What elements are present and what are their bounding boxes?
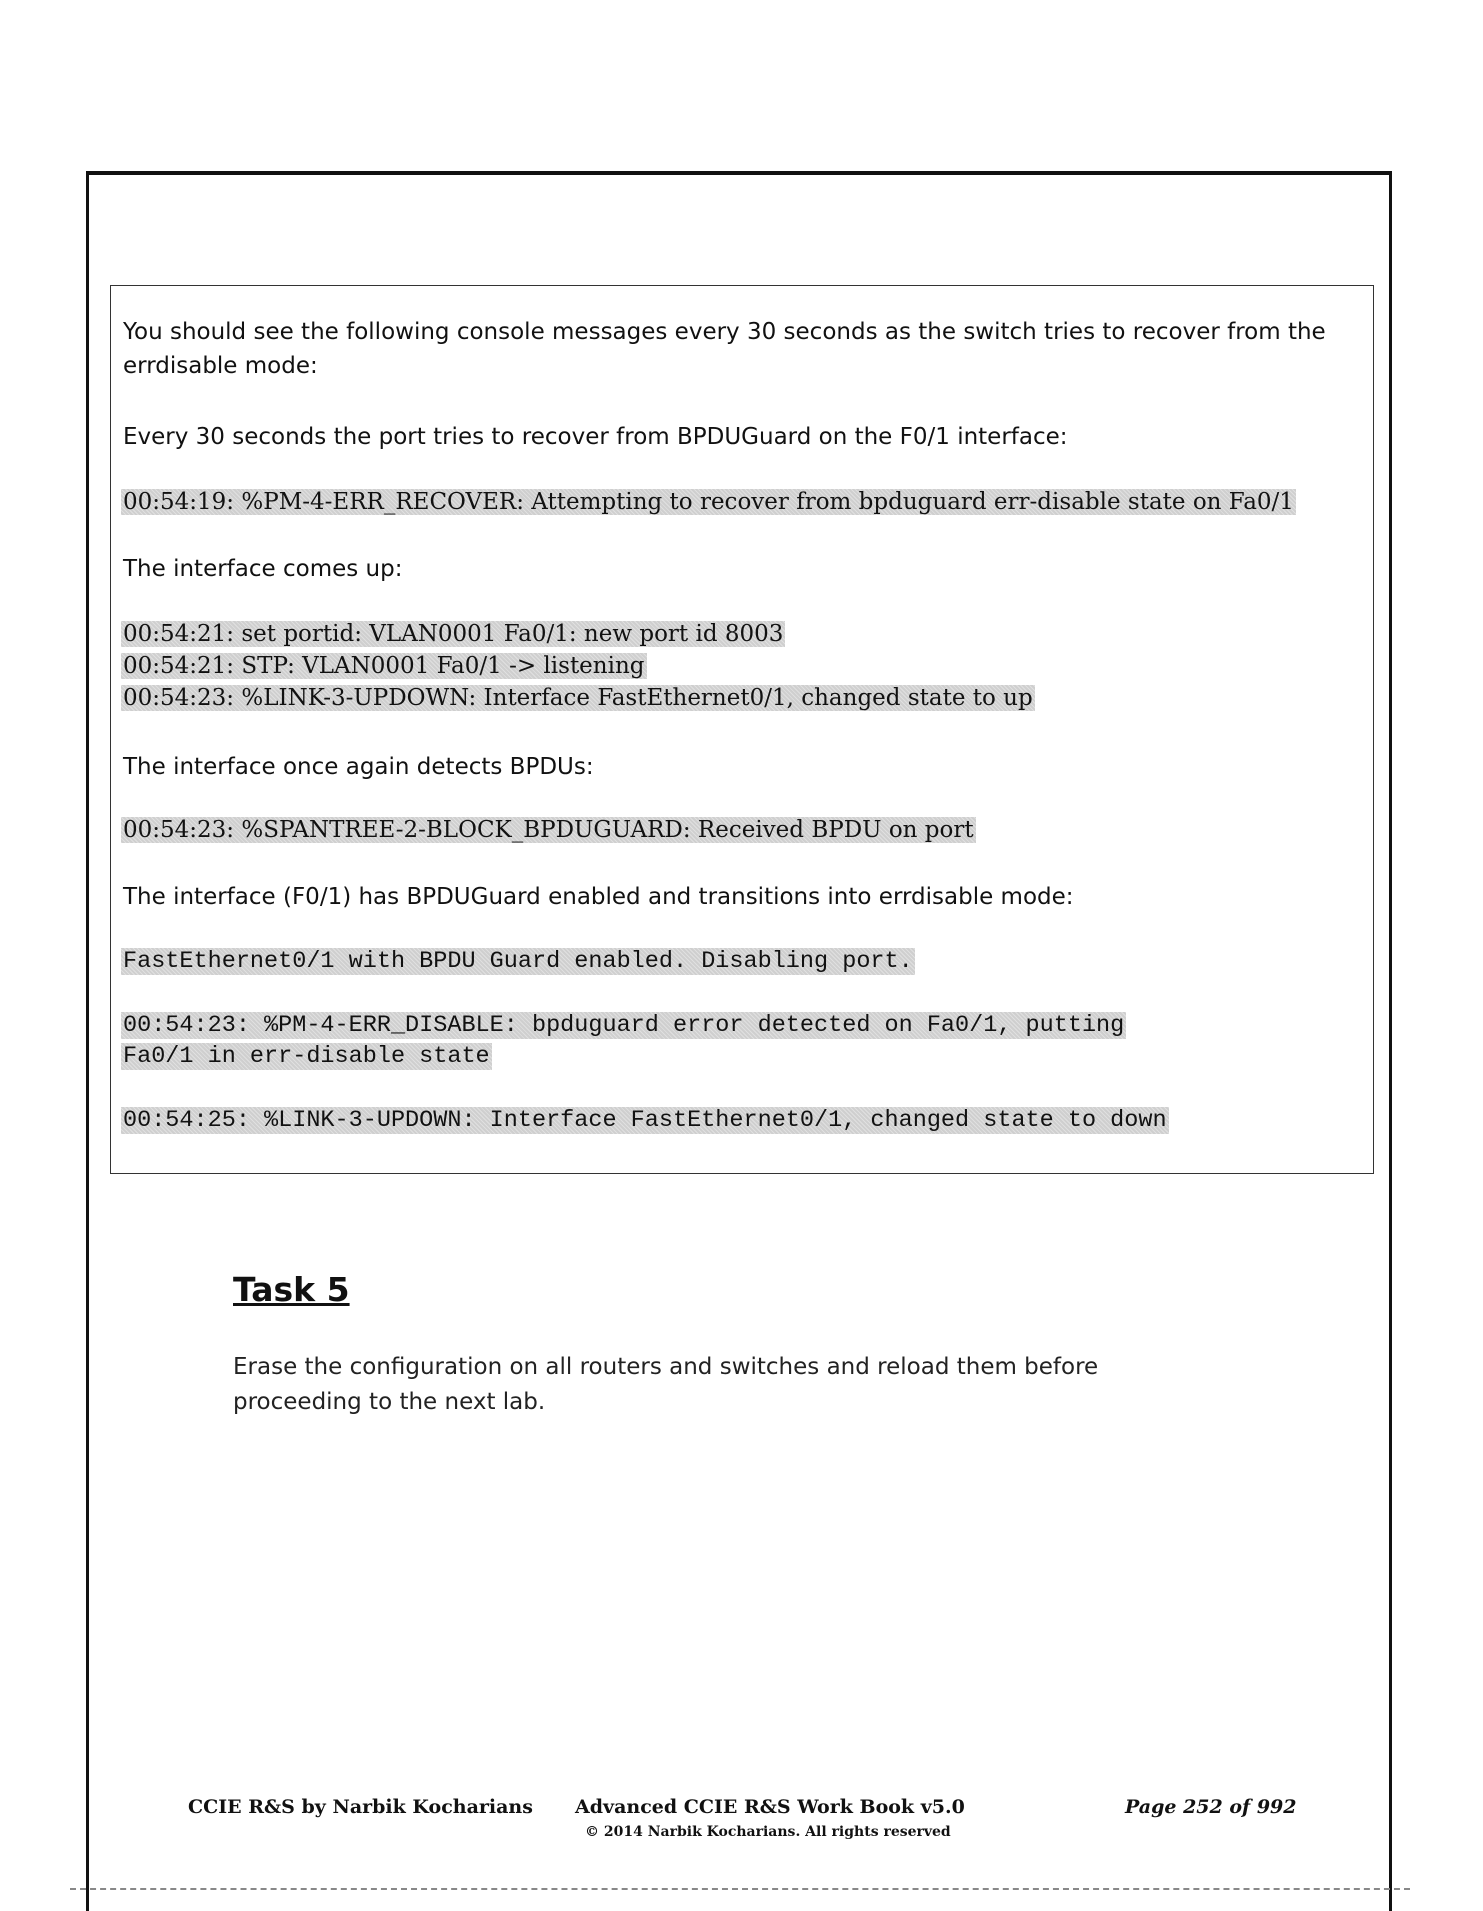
- footer-page-number: Page 252 of 992: [1125, 1796, 1297, 1818]
- log-block-errdisable-2: [121, 1010, 1126, 1072]
- intro-paragraph: You should see the following console messages every 30 seconds as the switch tries to recover from the errdisable mode:: [123, 319, 1326, 379]
- footer-author: CCIE R&S by Narbik Kocharians: [188, 1796, 533, 1818]
- log-line: 00:54:23: %LINK-3-UPDOWN: Interface FastEthernet0/1, changed state to up: [123, 685, 1033, 711]
- log-line: 00:54:25: %LINK-3-UPDOWN: Interface FastEthernet0/1, changed state to down: [123, 1107, 1167, 1134]
- scan-edge-divider: [70, 1888, 1410, 1890]
- section-heading-recover: Every 30 seconds the port tries to recover from BPDUGuard on the F0/1 interface:: [123, 424, 1068, 450]
- footer-title: Advanced CCIE R&S Work Book v5.0: [575, 1796, 965, 1818]
- log-block-errdisable-3: [121, 1105, 1169, 1136]
- log-line: 00:54:23: %PM-4-ERR_DISABLE: bpduguard error detected on Fa0/1, putting: [123, 1012, 1125, 1039]
- log-line: 00:54:19: %PM-4-ERR_RECOVER: Attempting to recover from bpduguard err-disable state on Fa0/1: [123, 489, 1294, 515]
- section-heading-comes-up: The interface comes up:: [123, 556, 403, 582]
- log-block-errdisable-1: [121, 946, 915, 977]
- section-heading-errdisable: The interface (F0/1) has BPDUGuard enabled and transitions into errdisable mode:: [123, 884, 1074, 910]
- log-line: Fa0/1 in err-disable state: [123, 1043, 490, 1070]
- section-heading-detects-bpdus: The interface once again detects BPDUs:: [123, 754, 594, 780]
- log-block-recover: [121, 486, 1296, 518]
- log-line: FastEthernet0/1 with BPDU Guard enabled. Disabling port.: [123, 948, 913, 975]
- log-line: 00:54:21: STP: VLAN0001 Fa0/1 -> listening: [123, 653, 645, 679]
- log-line: 00:54:23: %SPANTREE-2-BLOCK_BPDUGUARD: Received BPDU on port: [123, 817, 974, 843]
- task-heading: Task 5: [233, 1270, 350, 1309]
- log-line: 00:54:21: set portid: VLAN0001 Fa0/1: new port id 8003: [123, 621, 784, 647]
- task-body: Erase the configuration on all routers and switches and reload them before proceeding to the next lab.: [233, 1354, 1099, 1415]
- log-block-bpdu: [121, 814, 976, 846]
- footer-copyright: © 2014 Narbik Kocharians. All rights reserved: [585, 1824, 951, 1840]
- log-block-comes-up: [121, 618, 1035, 714]
